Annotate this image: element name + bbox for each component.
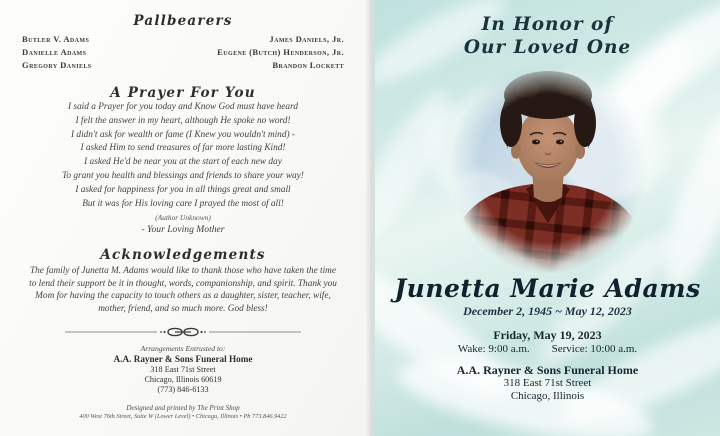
pallbearers-section	[0, 13, 366, 72]
life-dates: December 2, 1945 ~ May 12, 2023	[463, 304, 632, 318]
venue-street: 318 East 71st Street	[503, 377, 592, 389]
pallbearer-name: Danielle Adams	[22, 47, 87, 57]
prayer-line: I asked Him to send treasures of far more lasting Kind!	[80, 143, 286, 154]
acknowledgements-heading: Acknowledgements	[100, 247, 266, 264]
prayer-heading: A Prayer For You	[110, 85, 256, 101]
printer-credit-line2: 400 West 76th Street, Suite W (Lower Level) • Chicago, Illinois • Ph 773.846.9422	[79, 412, 287, 420]
prayer-line: I asked for happiness for you in all things great and small	[75, 184, 291, 195]
funeral-home-street: 318 East 71st Street	[150, 365, 216, 374]
prayer-line: I didn't ask for wealth or fame (I Knew you wouldn't mind) -	[71, 129, 295, 140]
pallbearer-name: Eugene (Butch) Henderson, Jr.	[217, 47, 344, 57]
prayer-line: I felt the answer in my heart, although He spoke no word!	[75, 115, 291, 126]
prayer-line: I said a Prayer for you today and Know God must have heard	[68, 102, 298, 112]
cover-content	[375, 13, 720, 403]
pallbearer-name: Gregory Daniels	[22, 60, 92, 70]
prayer-section	[0, 85, 366, 235]
wake-service-times	[375, 342, 720, 356]
printer-credit-section	[0, 404, 366, 421]
portrait-photo	[448, 61, 648, 275]
pallbearer-row	[22, 46, 344, 59]
prayer-line: I asked He'd be near you at the start of each new day	[84, 157, 282, 168]
funeral-home-phone: (773) 846-6133	[157, 385, 209, 394]
acknowledgements-section	[0, 247, 366, 315]
pallbearers-heading: Pallbearers	[133, 13, 233, 29]
pallbearer-row	[22, 33, 344, 46]
arrangements-section	[0, 344, 366, 395]
service-details	[375, 328, 720, 403]
front-cover	[375, 0, 720, 436]
printer-credit-line1: Designed and printed by The Print Shop	[126, 404, 240, 412]
acknowledgements-body: The family of Junetta M. Adams would like to thank those who have taken the time to lend their support be it in thought, words, companionship, and spirit. Thank you Mom for having the capacity to touch others as a daughter, sister, teacher, wife, mother, friend, and so much more. God bless!	[29, 266, 337, 314]
pallbearer-row	[22, 59, 344, 72]
wake-time: Wake: 9:00 a.m.	[457, 343, 530, 355]
prayer-signature: - Your Loving Mother	[141, 224, 225, 236]
venue-name: A.A. Rayner & Sons Funeral Home	[456, 363, 639, 377]
tribute-line1: In Honor of	[481, 14, 614, 35]
pallbearer-name: Butler V. Adams	[22, 34, 90, 44]
arrangements-intro: Arrangements Entrusted to:	[140, 344, 226, 353]
prayer-line: To grant you health and blessings and friends to share your way!	[62, 170, 304, 181]
tribute-line2: Our Loved One	[463, 37, 632, 58]
tribute-heading	[375, 13, 720, 59]
venue-city: Chicago, Illinois	[510, 390, 585, 402]
pallbearers-names	[22, 33, 344, 72]
flourish-divider-icon	[63, 324, 303, 340]
prayer-attribution: (Author Unknown)	[155, 213, 211, 223]
deceased-name: Junetta Marie Adams	[394, 274, 701, 303]
center-fold	[366, 0, 375, 436]
service-date: Friday, May 19, 2023	[493, 328, 602, 342]
funeral-home-name: A.A. Rayner & Sons Funeral Home	[113, 354, 253, 364]
service-time: Service: 10:00 a.m.	[551, 343, 638, 355]
pallbearer-name: Brandon Lockett	[272, 60, 344, 70]
prayer-line: But it was for His loving care I prayed the most of all!	[82, 198, 284, 209]
pallbearer-name: James Daniels, Jr.	[269, 34, 344, 44]
funeral-home-city: Chicago, Illinois 60619	[144, 375, 222, 384]
